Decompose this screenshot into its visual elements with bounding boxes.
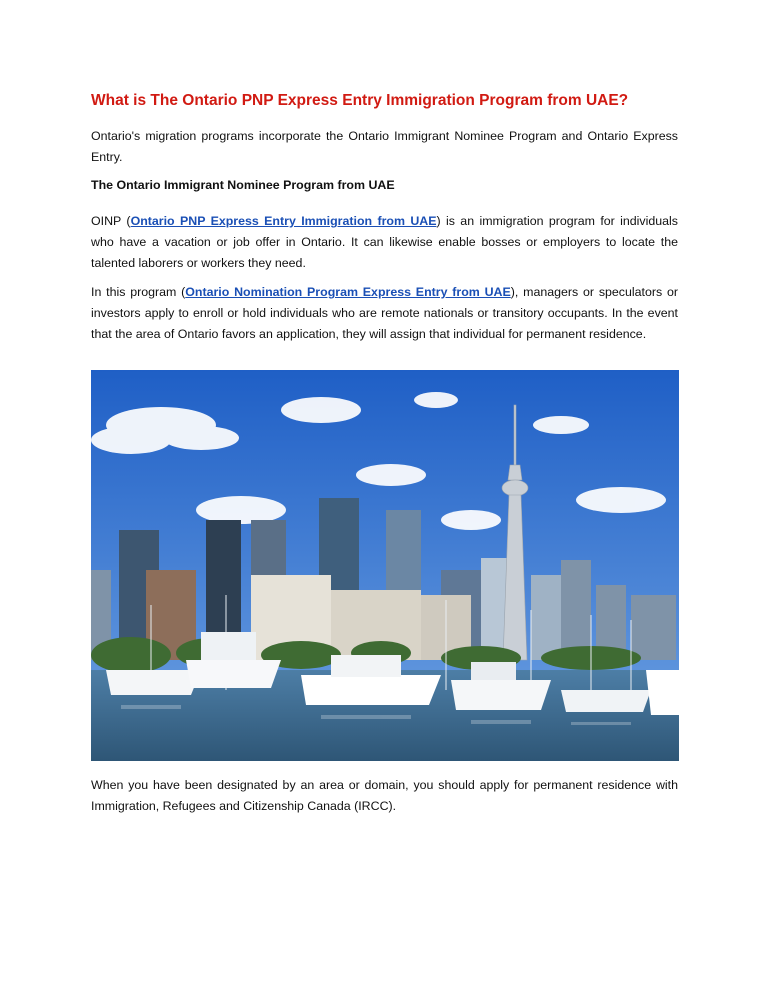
paragraph-text: ) is an immigration program for individuals who have a vacation or job offer in Ontario. It can likewise enable bosses or employers to locate the talented laborers or workers they need. bbox=[91, 214, 678, 270]
paragraph-program bbox=[91, 282, 678, 345]
paragraph-text: ), managers or speculators or investors apply to enroll or hold individuals who are remote nationals or transitory occupants. In the event that the area of Ontario favors an application, they will assign that individual for permanent residence. bbox=[91, 285, 678, 341]
closing-paragraph: When you have been designated by an area or domain, you should apply for permanent residence with Immigration, Refugees and Citizenship Canada (IRCC). bbox=[91, 778, 678, 813]
section-heading: The Ontario Immigrant Nominee Program from UAE bbox=[91, 178, 395, 192]
paragraph-text: OINP ( bbox=[91, 214, 131, 228]
paragraph-oinp bbox=[91, 211, 678, 274]
paragraph-text: In this program ( bbox=[91, 285, 186, 299]
toronto-skyline-photo bbox=[91, 370, 679, 761]
page-title: What is The Ontario PNP Express Entry Immigration Program from UAE? bbox=[91, 92, 629, 109]
intro-paragraph: Ontario's migration programs incorporate the Ontario Immigrant Nominee Program and Ontario Express Entry. bbox=[91, 129, 678, 164]
nomination-program-link[interactable]: Ontario Nomination Program Express Entry from UAE bbox=[185, 285, 511, 299]
oinp-link[interactable]: Ontario PNP Express Entry Immigration from UAE bbox=[130, 214, 437, 228]
